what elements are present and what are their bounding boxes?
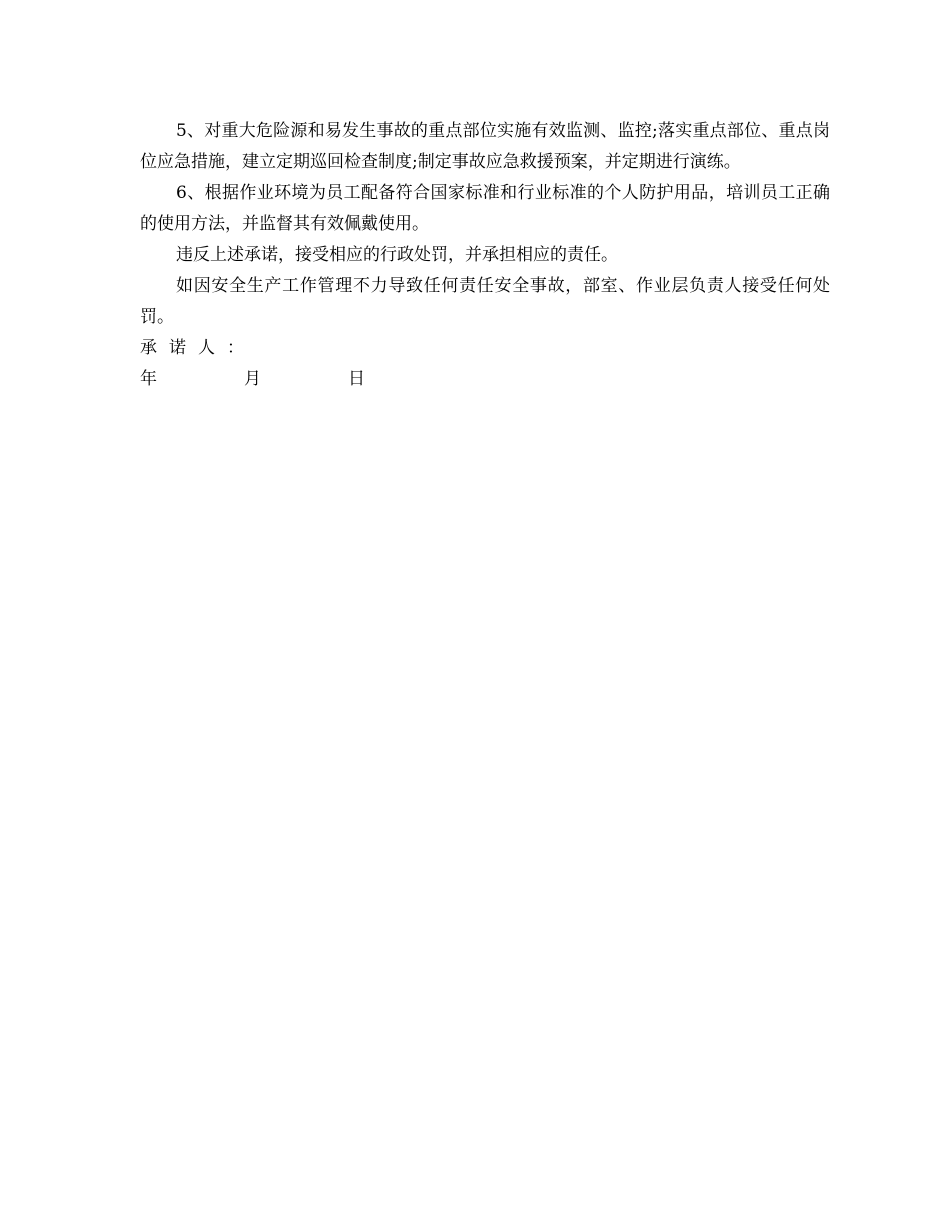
date-day-label: 日 (348, 369, 365, 389)
date-year-label: 年 (140, 369, 157, 389)
paragraph-item-5: 5、对重大危险源和易发生事故的重点部位实施有效监测、监控;落实重点部位、重点岗位应急措施，建立定期巡回检查制度;制定事故应急救援预案，并定期进行演练。 (140, 121, 830, 172)
document-body (140, 116, 830, 395)
date-month-label: 月 (244, 369, 261, 389)
paragraph-violation: 违反上述承诺，接受相应的行政处罚，并承担相应的责任。 (176, 245, 618, 265)
paragraph-item-6: 6、根据作业环境为员工配备符合国家标准和行业标准的个人防护用品，培训员工正确的使用方法，并监督其有效佩戴使用。 (140, 183, 830, 234)
paragraph-liability: 如因安全生产工作管理不力导致任何责任安全事故，部室、作业层负责人接受任何处罚。 (140, 276, 830, 327)
date-line (140, 364, 830, 395)
signature-label: 承诺人： (140, 338, 256, 358)
